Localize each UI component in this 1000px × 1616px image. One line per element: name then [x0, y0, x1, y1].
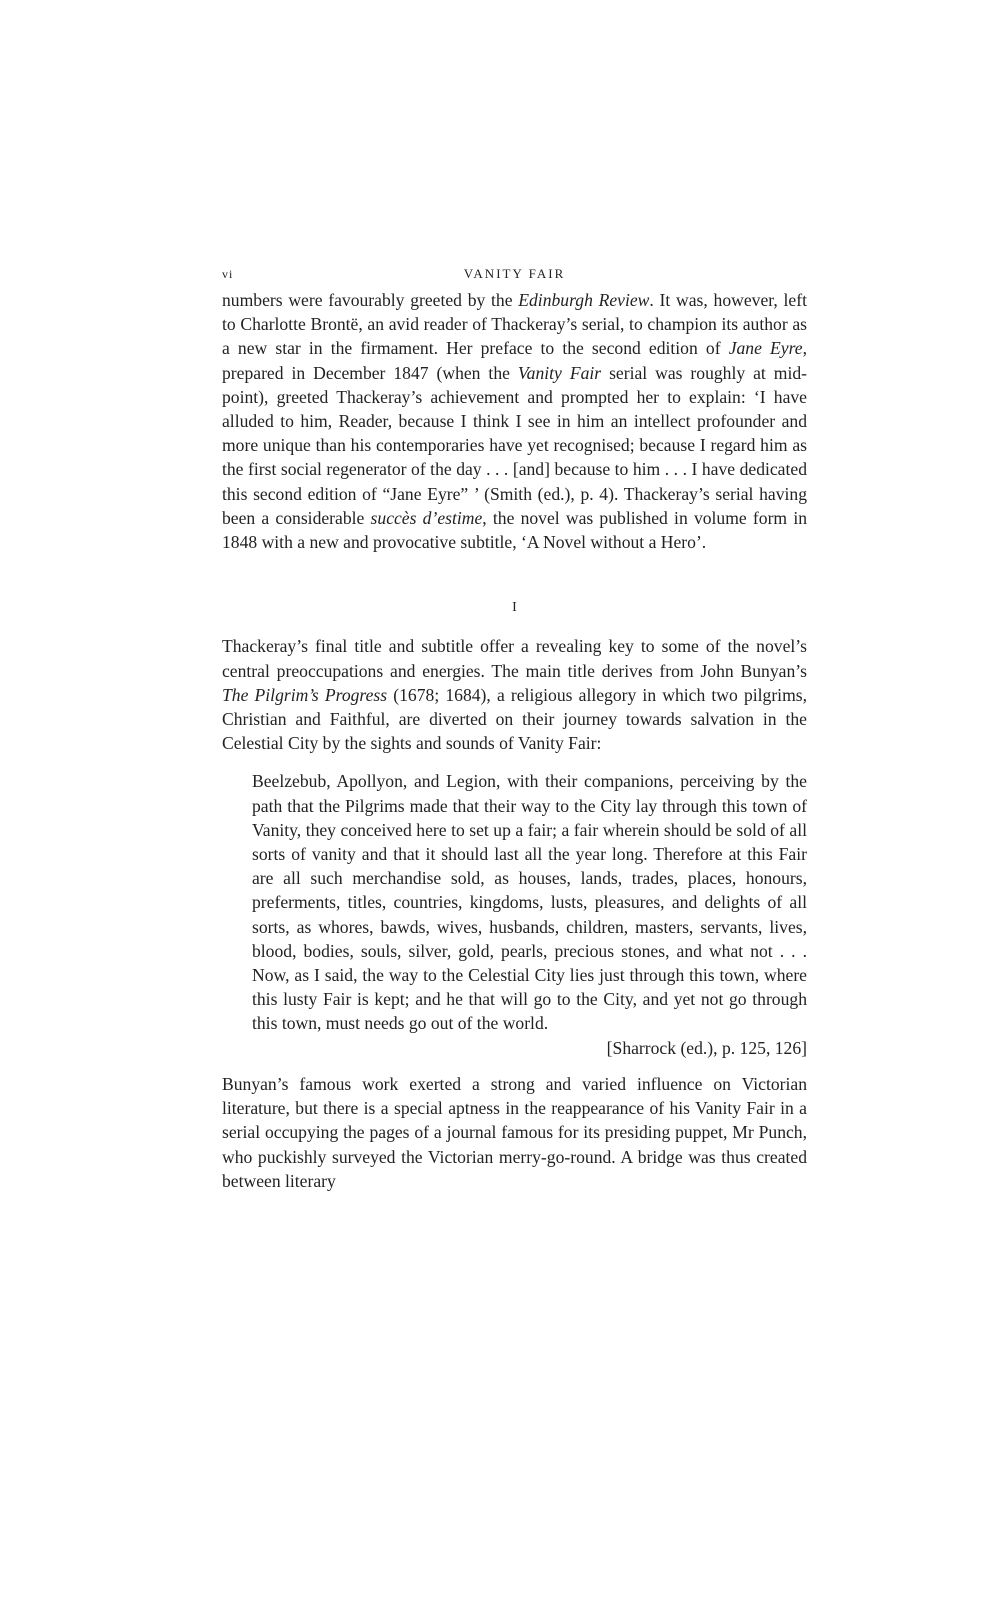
page-number: vi: [222, 267, 234, 281]
section-number: I: [512, 600, 517, 616]
text-run: numbers were favourably greeted by the: [222, 290, 519, 310]
paragraph-2: [222, 634, 807, 755]
text-run: , the novel was published in volume form in 1848 with a new and provocative subtitle, ‘A Novel without a Hero’.: [222, 507, 808, 553]
quote-citation: [Sharrock (ed.), p. 125, 126]: [606, 1037, 807, 1058]
text-run: (1678; 1684), a religious allegory in which two pilgrims, Christian and Faithful, are diverted on their journey towards salvation in the Celestial City by the sights and sounds of Vanity Fair:: [222, 684, 807, 754]
paragraph-3: Bunyan’s famous work exerted a strong and varied influence on Victorian literature, but there is a special aptness in the reappearance of his Vanity Fair in a serial occupying the pages of a journal famous for its presiding puppet, Mr Punch, who puckishly surveyed the Victorian merry-go-round. A bridge was thus created between literary: [222, 1073, 807, 1191]
italic-title: Vanity Fair: [517, 362, 602, 383]
paragraph-1: [222, 288, 807, 554]
quote-text: Beelzebub, Apollyon, and Legion, with their companions, perceiving by the path that the Pilgrims made that their way to the City lay through this town of Vanity, they conceived here to set up a fair; a fair wherein should be sold of all sorts of vanity and that it should last all the year long. Therefore at this Fair are all such merchandise sold, as houses, lands, trades, places, honours, preferments, titles, countries, kingdoms, lusts, pleasures, and delights of all sorts, as whores, bawds, wives, husbands, children, masters, servants, lives, blood, bodies, souls, silver, gold, pearls, precious stones, and what not . . . Now, as I said, the way to the Celestial City lies just through this town, where this lusty Fair is kept; and he that will go to the City, and yet not go through this town, must needs go out of the world.: [252, 771, 807, 1034]
text-run: . It was, however, left to Charlotte Brontë, an avid reader of Thackeray’s serial, to champion its author as a new star in the firmament. Her preface to the second edition of: [222, 290, 807, 359]
running-title: VANITY FAIR: [463, 266, 566, 281]
italic-title: Jane Eyre: [728, 338, 803, 359]
book-page: [222, 262, 807, 1193]
block-quote: [252, 769, 807, 1059]
text-run: serial was roughly at mid-point), greeted Thackeray’s achievement and prompted her to explain: ‘I have alluded to him, Reader, because I think I see in him an intellect profounder and more unique than his contemporaries have yet recognised; because I regard him as the first social regenerator of the day . . . [and] because to him . . . I have dedicated this second edition of “Jane Eyre” ’ (Smith (ed.), p. 4). Thackeray’s serial having been a considerable: [222, 362, 807, 528]
text-run: Thackeray’s final title and subtitle offer a revealing key to some of the novel’s central preoccupations and energies. The main title derives from John Bunyan’s: [222, 636, 807, 681]
italic-title: The Pilgrim’s Progress: [222, 684, 388, 705]
running-head: [222, 262, 807, 286]
text-run: , prepared in December 1847 (when the: [222, 338, 807, 383]
italic-title: succès d’estime: [370, 507, 483, 528]
italic-title: Edinburgh Review: [518, 290, 650, 310]
